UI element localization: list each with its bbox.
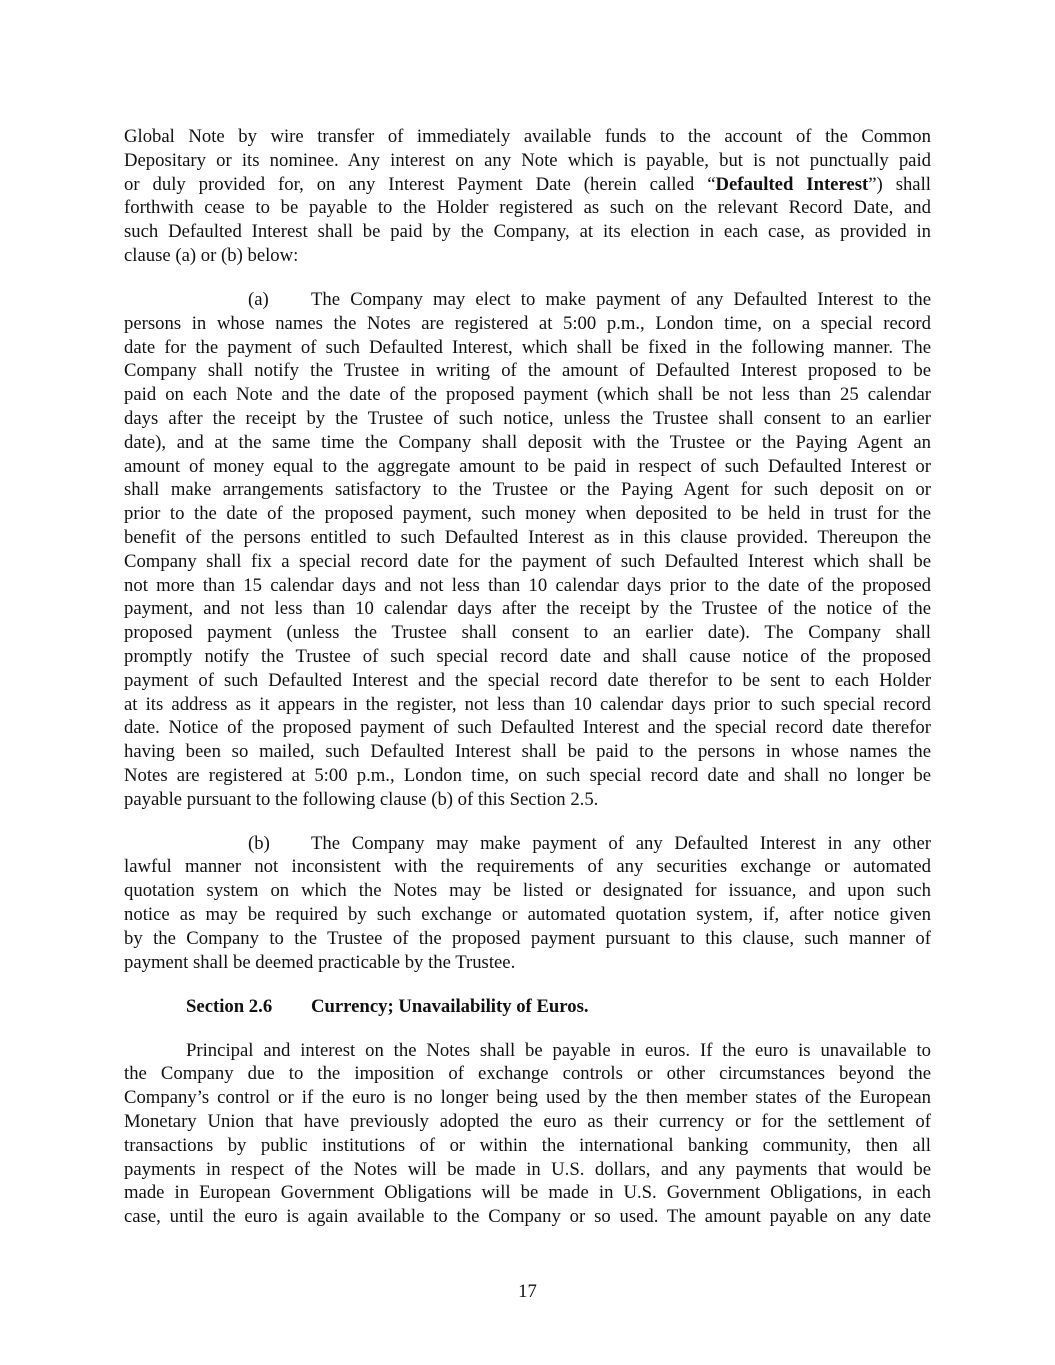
text-line: benefit of the persons entitled to such Defaulted Interest as in this clause provided. Thereupon the: [124, 526, 931, 548]
text-line: the Company due to the imposition of exchange controls or other circumstances beyond the: [124, 1063, 931, 1085]
text-line: clause (a) or (b) below:: [124, 244, 299, 266]
text-line: date for the payment of such Defaulted Interest, which shall be fixed in the following manner. The: [124, 336, 931, 358]
body-paragraph: [124, 1039, 931, 1229]
clause-label: (b): [248, 832, 270, 854]
text-line: date. Notice of the proposed payment of such Defaulted Interest and the special record date therefor: [124, 717, 931, 739]
text-run: The Company may make payment of any Defaulted Interest in any other: [311, 832, 931, 854]
text-line: payment shall be deemed practicable by the Trustee.: [124, 951, 516, 973]
section-heading: [124, 995, 931, 1019]
text-line: [124, 288, 931, 312]
text-line: Monetary Union that have previously adopted the euro as their currency or for the settlement of: [124, 1111, 931, 1133]
paragraph-gap: [124, 974, 931, 994]
text-line: Company’s control or if the euro is no longer being used by the then member states of the European: [124, 1087, 931, 1109]
clause-paragraph: [124, 288, 931, 812]
text-line: Company shall fix a special record date for the payment of such Defaulted Interest which shall be: [124, 550, 931, 572]
paragraph-gap: [124, 812, 931, 832]
section-title: Currency; Unavailability of Euros.: [311, 995, 589, 1017]
text-line: [124, 832, 931, 856]
text-line: paid on each Note and the date of the proposed payment (which shall be not less than 25 calendar: [124, 384, 931, 406]
text-line: persons in whose names the Notes are registered at 5:00 p.m., London time, on a special record: [124, 312, 931, 334]
text-line: amount of money equal to the aggregate amount to be paid in respect of such Defaulted Interest or: [124, 455, 931, 477]
page-number: 17: [518, 1281, 537, 1302]
text-line: Depositary or its nominee. Any interest on any Note which is payable, but is not punctually paid: [124, 149, 931, 171]
text-line: notice as may be required by such exchange or automated quotation system, if, after notice given: [124, 904, 931, 926]
text-line: payment, and not less than 10 calendar days after the receipt by the Trustee of the notice of the: [124, 598, 931, 620]
text-line: Company shall notify the Trustee in writing of the amount of Defaulted Interest proposed to be: [124, 360, 931, 382]
paragraph-gap: [124, 268, 931, 288]
paragraph-gap: [124, 1018, 931, 1038]
text-line: having been so mailed, such Defaulted Interest shall be paid to the persons in whose names the: [124, 741, 931, 763]
text-line: lawful manner not inconsistent with the requirements of any securities exchange or automated: [124, 856, 931, 878]
text-line: Notes are registered at 5:00 p.m., London time, on such special record date and shall no longer be: [124, 764, 931, 786]
text-line: prior to the date of the proposed payment, such money when deposited to be held in trust for the: [124, 503, 931, 525]
text-line: payable pursuant to the following clause (b) of this Section 2.5.: [124, 788, 599, 810]
text-line: by the Company to the Trustee of the proposed payment pursuant to this clause, such manner of: [124, 927, 931, 949]
body-paragraph: [124, 125, 931, 268]
text-line: payments in respect of the Notes will be made in U.S. dollars, and any payments that would be: [124, 1158, 931, 1180]
text-run: or duly provided for, on any Interest Payment Date (herein called “: [124, 173, 716, 195]
text-line: Global Note by wire transfer of immediately available funds to the account of the Common: [124, 126, 931, 147]
text-line: transactions by public institutions of or within the international banking community, then all: [124, 1134, 931, 1156]
text-line: promptly notify the Trustee of such special record date and shall cause notice of the proposed: [124, 645, 931, 667]
text-line: proposed payment (unless the Trustee shall consent to an earlier date). The Company shall: [124, 622, 931, 644]
text-line: days after the receipt by the Trustee of such notice, unless the Trustee shall consent to an earlier: [124, 407, 931, 429]
text-line: payment of such Defaulted Interest and the special record date therefor to be sent to each Holder: [124, 669, 931, 691]
text-line: shall make arrangements satisfactory to the Trustee or the Paying Agent for such deposit on or: [124, 479, 931, 501]
clause-paragraph: [124, 832, 931, 975]
section-number: Section 2.6: [186, 995, 273, 1017]
text-line: not more than 15 calendar days and not less than 10 calendar days prior to the date of the proposed: [124, 574, 931, 596]
text-line: made in European Government Obligations will be made in U.S. Government Obligations, in each: [124, 1182, 931, 1204]
text-line: date), and at the same time the Company shall deposit with the Trustee or the Paying Agent an: [124, 431, 931, 453]
text-line: Principal and interest on the Notes shall be payable in euros. If the euro is unavailable to: [186, 1039, 931, 1061]
bold-term: Defaulted Interest: [715, 173, 869, 195]
text-line: such Defaulted Interest shall be paid by the Company, at its election in each case, as provided in: [124, 221, 931, 243]
text-line: case, until the euro is again available to the Company or so used. The amount payable on any date: [124, 1206, 931, 1228]
text-run: ”) shall: [868, 173, 931, 195]
text-run: The Company may elect to make payment of any Defaulted Interest to the: [311, 288, 931, 310]
clause-label: (a): [248, 288, 269, 310]
text-line: [124, 173, 931, 197]
text-line: at its address as it appears in the register, not less than 10 calendar days prior to such special record: [124, 693, 931, 715]
document-page: [124, 125, 931, 1229]
text-line: quotation system on which the Notes may be listed or designated for issuance, and upon such: [124, 880, 931, 902]
text-line: forthwith cease to be payable to the Holder registered as such on the relevant Record Date, and: [124, 197, 931, 219]
